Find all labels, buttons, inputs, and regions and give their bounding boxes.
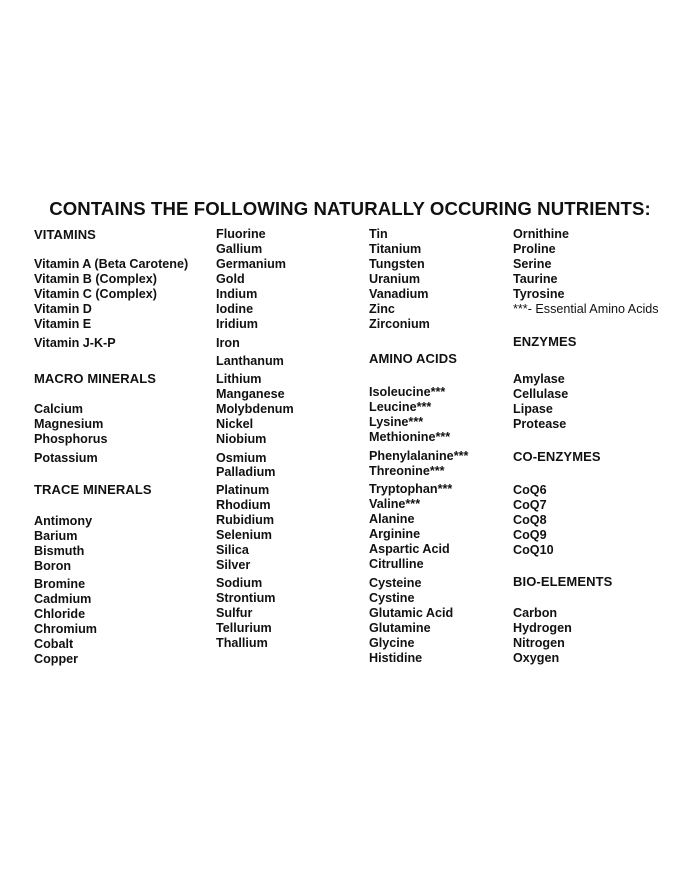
nutrient-copper: Copper <box>34 652 79 666</box>
nutrient-tyrosine: Tyrosine <box>513 287 565 301</box>
nutrient-lanthanum: Lanthanum <box>216 354 284 368</box>
nutrient-titanium: Titanium <box>369 242 422 256</box>
nutrient-sodium: Sodium <box>216 576 263 590</box>
nutrient-iron: Iron <box>216 336 240 350</box>
nutrient-proline: Proline <box>513 242 556 256</box>
nutrient-aspartic-acid: Aspartic Acid <box>369 542 450 556</box>
nutrient-potassium: Potassium <box>34 451 98 465</box>
nutrient-bromine: Bromine <box>34 577 86 591</box>
nutrient-ornithine: Ornithine <box>513 227 569 241</box>
section-heading-vitamins: VITAMINS <box>34 227 96 242</box>
nutrient-calcium: Calcium <box>34 402 83 416</box>
section-heading-bio-elements: BIO-ELEMENTS <box>513 574 613 589</box>
nutrient-zirconium: Zirconium <box>369 317 430 331</box>
section-heading-enzymes: ENZYMES <box>513 334 577 349</box>
nutrient-glutamic-acid: Glutamic Acid <box>369 606 454 620</box>
nutrient-indium: Indium <box>216 287 258 301</box>
nutrient-tellurium: Tellurium <box>216 621 272 635</box>
nutrient-vitamin-c-complex: Vitamin C (Complex) <box>34 287 157 301</box>
nutrient-silver: Silver <box>216 558 251 572</box>
nutrient-bismuth: Bismuth <box>34 544 85 558</box>
nutrient-phenylalanine: Phenylalanine*** <box>369 449 469 463</box>
nutrient-histidine: Histidine <box>369 651 423 665</box>
nutrient-glutamine: Glutamine <box>369 621 431 635</box>
nutrient-cobalt: Cobalt <box>34 637 74 651</box>
footnote-essential-amino-acids: ***- Essential Amino Acids <box>513 302 659 316</box>
nutrient-cysteine: Cysteine <box>369 576 422 590</box>
nutrient-valine: Valine*** <box>369 497 421 511</box>
nutrient-protease: Protease <box>513 417 567 431</box>
section-heading-macro-minerals: MACRO MINERALS <box>34 371 157 386</box>
nutrient-hydrogen: Hydrogen <box>513 621 572 635</box>
nutrient-osmium: Osmium <box>216 451 267 465</box>
nutrient-vitamin-d: Vitamin D <box>34 302 92 316</box>
nutrient-threonine: Threonine*** <box>369 464 445 478</box>
nutrient-vitamin-j-k-p: Vitamin J-K-P <box>34 336 116 350</box>
nutrient-selenium: Selenium <box>216 528 272 542</box>
nutrient-lysine: Lysine*** <box>369 415 424 429</box>
nutrient-oxygen: Oxygen <box>513 651 560 665</box>
nutrient-molybdenum: Molybdenum <box>216 402 294 416</box>
section-heading-trace-minerals: TRACE MINERALS <box>34 482 152 497</box>
nutrient-vitamin-a-beta-carotene: Vitamin A (Beta Carotene) <box>34 257 189 271</box>
nutrient-serine: Serine <box>513 257 552 271</box>
nutrient-manganese: Manganese <box>216 387 285 401</box>
nutrient-boron: Boron <box>34 559 72 573</box>
nutrient-nitrogen: Nitrogen <box>513 636 565 650</box>
section-heading-amino-acids: AMINO ACIDS <box>369 351 458 366</box>
nutrient-coq6: CoQ6 <box>513 483 547 497</box>
nutrient-glycine: Glycine <box>369 636 415 650</box>
nutrient-germanium: Germanium <box>216 257 286 271</box>
nutrient-chromium: Chromium <box>34 622 97 636</box>
nutrient-magnesium: Magnesium <box>34 417 104 431</box>
nutrient-coq7: CoQ7 <box>513 498 547 512</box>
nutrient-chloride: Chloride <box>34 607 86 621</box>
nutrient-rhodium: Rhodium <box>216 498 271 512</box>
nutrient-tryptophan: Tryptophan*** <box>369 482 453 496</box>
nutrient-zinc: Zinc <box>369 302 395 316</box>
nutrient-silica: Silica <box>216 543 249 557</box>
nutrient-iodine: Iodine <box>216 302 254 316</box>
nutrient-coq10: CoQ10 <box>513 543 554 557</box>
nutrient-methionine: Methionine*** <box>369 430 451 444</box>
nutrient-gallium: Gallium <box>216 242 263 256</box>
nutrient-iridium: Iridium <box>216 317 258 331</box>
nutrient-tungsten: Tungsten <box>369 257 425 271</box>
nutrient-coq9: CoQ9 <box>513 528 547 542</box>
nutrient-isoleucine: Isoleucine*** <box>369 385 446 399</box>
nutrient-tin: Tin <box>369 227 388 241</box>
nutrient-lipase: Lipase <box>513 402 553 416</box>
nutrient-lithium: Lithium <box>216 372 262 386</box>
nutrient-uranium: Uranium <box>369 272 421 286</box>
nutrient-amylase: Amylase <box>513 372 565 386</box>
nutrient-antimony: Antimony <box>34 514 93 528</box>
nutrient-platinum: Platinum <box>216 483 270 497</box>
nutrient-cadmium: Cadmium <box>34 592 92 606</box>
nutrient-cellulase: Cellulase <box>513 387 569 401</box>
nutrient-taurine: Taurine <box>513 272 558 286</box>
nutrient-phosphorus: Phosphorus <box>34 432 108 446</box>
nutrient-strontium: Strontium <box>216 591 276 605</box>
nutrient-citrulline: Citrulline <box>369 557 424 571</box>
nutrient-cystine: Cystine <box>369 591 415 605</box>
nutrient-alanine: Alanine <box>369 512 415 526</box>
nutrient-gold: Gold <box>216 272 245 286</box>
nutrient-niobium: Niobium <box>216 432 267 446</box>
nutrient-leucine: Leucine*** <box>369 400 432 414</box>
nutrient-rubidium: Rubidium <box>216 513 275 527</box>
nutrient-palladium: Palladium <box>216 465 276 479</box>
nutrient-vitamin-e: Vitamin E <box>34 317 92 331</box>
nutrient-fluorine: Fluorine <box>216 227 266 241</box>
nutrient-barium: Barium <box>34 529 78 543</box>
nutrient-vanadium: Vanadium <box>369 287 429 301</box>
nutrient-vitamin-b-complex: Vitamin B (Complex) <box>34 272 157 286</box>
nutrient-carbon: Carbon <box>513 606 558 620</box>
page-title: CONTAINS THE FOLLOWING NATURALLY OCCURING NUTRIENTS: <box>49 198 651 219</box>
nutrient-sulfur: Sulfur <box>216 606 253 620</box>
nutrient-nickel: Nickel <box>216 417 254 431</box>
nutrient-coq8: CoQ8 <box>513 513 547 527</box>
nutrient-arginine: Arginine <box>369 527 421 541</box>
nutrient-thallium: Thallium <box>216 636 268 650</box>
section-heading-co-enzymes: CO-ENZYMES <box>513 449 601 464</box>
